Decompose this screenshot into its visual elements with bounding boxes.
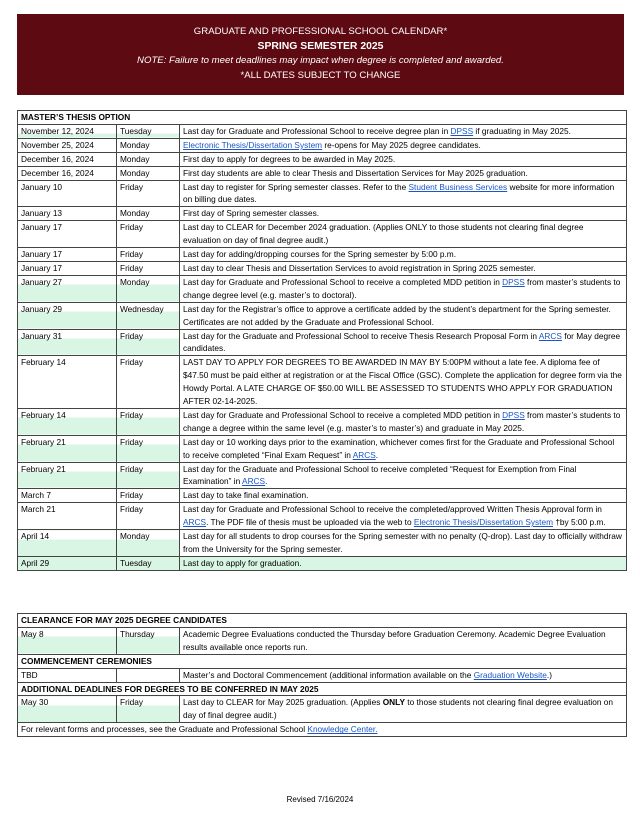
description-text: .) <box>546 669 552 680</box>
description-cell <box>180 556 627 570</box>
table-row <box>18 462 627 489</box>
revision-footer: Revised 7/16/2024 <box>286 795 354 804</box>
day-cell: Friday <box>117 329 180 356</box>
description-text: Last day for adding/dropping courses for the Spring semester by 5:00 p.m. <box>183 249 457 260</box>
table-row <box>18 207 627 221</box>
description-text: Master’s and Doctoral Commencement (additional information available on the <box>183 669 474 680</box>
table-row <box>18 489 627 503</box>
description-link[interactable]: Electronic Thesis/Dissertation System <box>183 139 323 150</box>
description-cell <box>180 489 627 503</box>
banner-semester: SPRING SEMESTER 2025 <box>257 40 384 52</box>
description-cell <box>180 138 627 152</box>
date-cell: January 17 <box>18 261 117 275</box>
description-text: Last day to take final examination. <box>183 490 309 501</box>
table-row <box>18 180 627 207</box>
day-cell: Friday <box>117 435 180 462</box>
description-cell <box>180 696 627 723</box>
description-text: if graduating in May 2025. <box>473 125 571 136</box>
day-cell: Monday <box>117 152 180 166</box>
day-cell: Monday <box>117 530 180 557</box>
description-cell <box>180 166 627 180</box>
knowledge-center-link[interactable]: Knowledge Center. <box>307 724 378 735</box>
description-link[interactable]: DPSS <box>502 409 525 420</box>
description-cell <box>180 408 627 435</box>
description-cell <box>180 435 627 462</box>
description-text: Last day for the Graduate and Professional School to receive completed “Request for Exemption from Final Examination” in <box>183 463 577 487</box>
date-cell: February 14 <box>18 356 117 409</box>
description-text: re-opens for May 2025 degree candidates. <box>322 139 481 150</box>
day-cell: Friday <box>117 221 180 248</box>
description-cell <box>180 668 627 682</box>
description-cell <box>180 462 627 489</box>
date-cell: January 27 <box>18 275 117 302</box>
table-row <box>18 435 627 462</box>
description-text: Last day for all students to drop courses for the Spring semester with no penalty (Q-drop). Last day to officially withdraw from the University for the Spring semester. <box>183 531 622 554</box>
day-cell: Friday <box>117 696 180 723</box>
commencement-header: COMMENCEMENT CEREMONIES <box>18 654 627 668</box>
banner-title: GRADUATE AND PROFESSIONAL SCHOOL CALENDAR* <box>193 26 448 37</box>
date-cell: January 17 <box>18 221 117 248</box>
day-cell: Friday <box>117 261 180 275</box>
clearance-table <box>17 613 627 737</box>
description-text: website for more information on billing due dates. <box>183 181 615 205</box>
table-row <box>18 166 627 180</box>
table-row <box>18 261 627 275</box>
description-cell <box>180 275 627 302</box>
date-cell: January 31 <box>18 329 117 356</box>
date-cell: January 29 <box>18 302 117 329</box>
knowledge-center-note <box>18 723 627 737</box>
day-cell: Friday <box>117 503 180 530</box>
description-text: Last day to CLEAR for May 2025 graduation. (Applies <box>183 697 383 708</box>
table-row <box>18 302 627 329</box>
description-text: . <box>265 476 268 487</box>
description-cell: Academic Degree Evaluations conducted the Thursday before Graduation Ceremony. Academic Degree Evaluation results available once reports run. <box>180 627 627 654</box>
description-text: Last day to apply for graduation. <box>183 557 302 568</box>
description-text: to those students not clearing final degree evaluation on day of final degree audit.) <box>183 697 614 721</box>
description-link[interactable]: ARCS <box>352 449 376 460</box>
banner-disclaimer: *ALL DATES SUBJECT TO CHANGE <box>240 69 401 81</box>
description-link[interactable]: Student Business Services <box>408 181 508 192</box>
description-text: LAST DAY TO APPLY FOR DEGREES TO BE AWARDED IN MAY BY 5:00PM without a late fee. A diploma fee of $47.50 must be paid either at registration or at the Fiscal Office (GSC). Complete the application for degree form via the Howdy Portal. A LATE CHARGE OF $50.00 WILL BE ASSESSED TO STUDENTS WHO APPLY FOR GRADUATION AFTER 02-14-2025. <box>183 357 622 407</box>
date-cell: January 10 <box>18 180 117 207</box>
date-cell: November 25, 2024 <box>18 138 117 152</box>
day-cell: Thursday <box>117 627 180 654</box>
description-text: First day to apply for degrees to be awarded in May 2025. <box>183 153 396 164</box>
date-cell: April 14 <box>18 530 117 557</box>
date-cell: May 8 <box>18 627 117 654</box>
description-text: First day of Spring semester classes. <box>183 208 320 219</box>
date-cell: January 17 <box>18 248 117 262</box>
clearance-header: CLEARANCE FOR MAY 2025 DEGREE CANDIDATES <box>18 614 627 628</box>
table-row <box>18 627 627 654</box>
date-cell: December 16, 2024 <box>18 166 117 180</box>
description-cell <box>180 261 627 275</box>
description-text: Last day for Graduate and Professional School to receive a completed MDD petition in <box>183 409 503 420</box>
description-cell <box>180 248 627 262</box>
day-cell: Friday <box>117 248 180 262</box>
date-cell: February 21 <box>18 435 117 462</box>
description-cell <box>180 124 627 138</box>
description-link[interactable]: ARCS <box>183 517 207 528</box>
day-cell: Friday <box>117 180 180 207</box>
table-row <box>18 723 627 737</box>
date-cell: December 16, 2024 <box>18 152 117 166</box>
description-link[interactable]: ARCS <box>242 476 266 487</box>
description-cell <box>180 530 627 557</box>
description-cell <box>180 329 627 356</box>
description-text: from master’s students to change degree level (e.g. master’s to doctoral). <box>183 276 621 300</box>
table-row <box>18 668 627 682</box>
date-cell: November 12, 2024 <box>18 124 117 138</box>
description-text: †by 5:00 p.m. <box>553 517 606 528</box>
day-cell: Wednesday <box>117 302 180 329</box>
day-cell: Monday <box>117 166 180 180</box>
description-cell <box>180 356 627 409</box>
description-link[interactable]: DPSS <box>450 125 474 136</box>
description-text: for May degree candidates. <box>183 330 621 354</box>
table-row <box>18 329 627 356</box>
table-row <box>18 248 627 262</box>
description-text: Last day for Graduate and Professional School to receive the completed/approved Written Thesis Approval form in <box>183 504 602 515</box>
description-text: Last day for Graduate and Professional School to receive degree plan in <box>183 125 451 136</box>
additional-deadlines-header: ADDITIONAL DEADLINES FOR DEGREES TO BE CONFERRED IN MAY 2025 <box>18 682 627 696</box>
day-cell: Friday <box>117 489 180 503</box>
description-text: Last day to clear Thesis and Dissertation Services to avoid registration in Spring 2025 semester. <box>183 262 536 273</box>
description-text: Last day for the Registrar’s office to approve a certificate added by the student’s department for the Spring semester. Certificates are not added by the Graduate and Professional School. <box>183 303 611 327</box>
date-cell: February 14 <box>18 408 117 435</box>
graduation-website-link[interactable]: Graduation Website <box>473 669 547 680</box>
day-cell: Monday <box>117 138 180 152</box>
day-cell: Friday <box>117 408 180 435</box>
description-text: Last day or 10 working days prior to the examination, whichever comes first for the Graduate and Professional School to receive completed “Final Exam Request” in <box>183 436 615 460</box>
description-emphasis: ONLY <box>382 697 405 708</box>
thesis-header: MASTER’S THESIS OPTION <box>18 111 627 125</box>
day-cell: Tuesday <box>117 556 180 570</box>
description-text: Last day to register for Spring semester classes. Refer to the <box>183 181 409 192</box>
description-text: Last day to CLEAR for December 2024 graduation. (Applies ONLY to those students not clearing final degree evaluation on day of final degree audit.) <box>183 222 584 246</box>
description-text: . <box>375 449 379 460</box>
date-cell: February 21 <box>18 462 117 489</box>
day-cell: Friday <box>117 356 180 409</box>
date-cell: May 30 <box>18 696 117 723</box>
table-row <box>18 124 627 138</box>
day-cell: Monday <box>117 275 180 302</box>
table-row <box>18 530 627 557</box>
description-text: Last day for the Graduate and Professional School to receive Thesis Research Proposal Form in <box>183 330 539 341</box>
table-row <box>18 503 627 530</box>
day-cell <box>117 668 180 682</box>
table-row <box>18 138 627 152</box>
description-text: . The PDF file of thesis must be uploaded via the web to <box>206 517 414 528</box>
description-cell <box>180 302 627 329</box>
table-row <box>18 221 627 248</box>
table-row <box>18 356 627 409</box>
date-cell: March 7 <box>18 489 117 503</box>
description-cell <box>180 152 627 166</box>
description-link[interactable]: DPSS <box>502 276 525 287</box>
description-cell <box>180 503 627 530</box>
description-link[interactable]: ARCS <box>538 330 562 341</box>
day-cell: Friday <box>117 462 180 489</box>
day-cell: Tuesday <box>117 124 180 138</box>
date-cell: January 13 <box>18 207 117 221</box>
description-link[interactable]: Electronic Thesis/Dissertation System <box>413 517 554 528</box>
description-cell <box>180 180 627 207</box>
description-text: from master’s students to change a degree within the same level (e.g. master’s to master’s) and graduate in May 2025. <box>183 409 621 433</box>
description-text: First day students are able to clear Thesis and Dissertation Services for May 2025 graduation. <box>183 167 528 178</box>
date-cell: March 21 <box>18 503 117 530</box>
table-row <box>18 408 627 435</box>
description-cell <box>180 207 627 221</box>
table-row <box>18 275 627 302</box>
table-row <box>18 152 627 166</box>
date-cell: April 29 <box>18 556 117 570</box>
description-cell <box>180 221 627 248</box>
note-text: For relevant forms and processes, see the Graduate and Professional School <box>21 724 308 735</box>
table-row <box>18 696 627 723</box>
date-cell: TBD <box>18 668 117 682</box>
table-row <box>18 556 627 570</box>
banner-note: NOTE: Failure to meet deadlines may impact when degree is completed and awarded. <box>137 55 504 66</box>
thesis-table <box>17 110 627 571</box>
description-text: Last day for Graduate and Professional School to receive a completed MDD petition in <box>183 276 503 287</box>
calendar-banner <box>17 14 624 95</box>
day-cell: Monday <box>117 207 180 221</box>
